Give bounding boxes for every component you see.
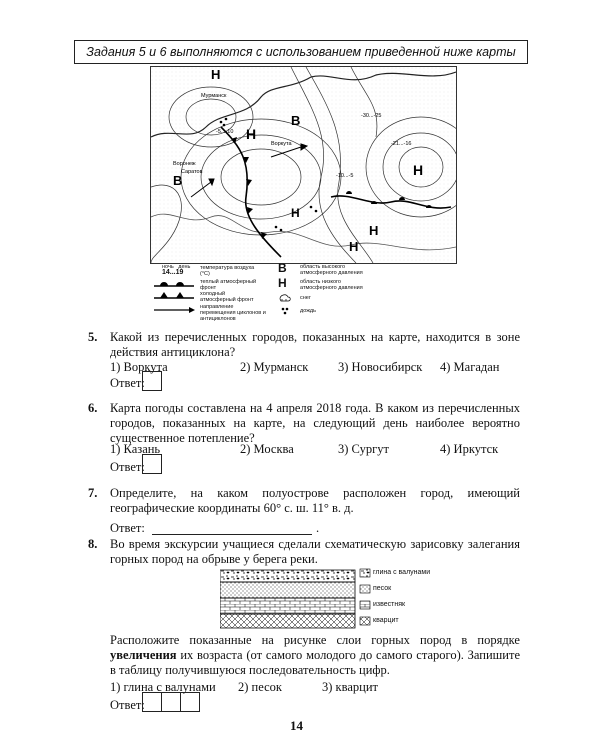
q7-answer-label: Ответ: <box>110 521 145 535</box>
map-low-4: H <box>369 223 379 238</box>
legend-clay-swatch <box>360 569 370 577</box>
q7-text: Определите, на каком полуострове расположен город, имеющий географические координаты 60° с. ш. 11° в. д. <box>110 486 520 515</box>
legend-temp-example: 14...19 <box>162 269 184 276</box>
q5-option-1[interactable]: 1) Воркута <box>110 360 168 374</box>
stratum-label-clay: глина с валунами <box>373 569 431 576</box>
map-temp-2: -10...-5 <box>336 173 354 179</box>
legend-sand-swatch <box>360 585 370 593</box>
q6-answer-label: Ответ: <box>110 460 145 474</box>
q6-text: Карта погоды составлена на 4 апреля 2018 года. В каком из перечисленных городов, показанных на карте, на следующий день наиболее вероятно существенное потепление? <box>110 401 520 445</box>
q6-answer-box[interactable] <box>142 454 162 474</box>
stratum-label-sand: песок <box>373 585 392 592</box>
rain-icon <box>280 307 292 315</box>
stratum-quartzite <box>220 614 355 628</box>
legend-night: ночь <box>162 264 174 270</box>
legend-high-label: область высокого атмосферного давления <box>300 264 363 276</box>
map-city-vorkuta: Воркута <box>271 141 292 147</box>
legend-day: день <box>178 264 191 270</box>
legend-high-symbol: B <box>278 261 287 275</box>
stratum-clay <box>220 570 355 582</box>
legend-limestone-swatch <box>360 601 370 609</box>
legend-cold-front-label: холодный атмосферный фронт <box>200 291 254 303</box>
legend-cold-front-icon <box>154 292 196 300</box>
stratum-label-quartzite: кварцит <box>373 617 399 624</box>
legend-direction-label: направление перемещения циклонов и антициклонов <box>200 304 266 322</box>
q7-answer-period: . <box>316 521 320 535</box>
legend-low-label: область низкого атмосферного давления <box>300 279 363 291</box>
map-temp-1: -5...-10 <box>216 129 234 135</box>
q5-answer-label: Ответ: <box>110 376 145 390</box>
stratum-sand <box>220 582 355 598</box>
q8-text: Во время экскурсии учащиеся сделали схематическую зарисовку залегания горных пород на обрыве у берега реки. <box>110 537 520 566</box>
q6-option-1[interactable]: 1) Казань <box>110 442 161 456</box>
q5-option-2[interactable]: 2) Мурманск <box>240 360 309 374</box>
q8-answer-label: Ответ: <box>110 698 145 712</box>
page-number: 14 <box>290 718 303 733</box>
q8-answer-cell-3[interactable] <box>180 692 200 712</box>
q8-option-2: 2) песок <box>238 680 282 694</box>
q6-number: 6. <box>88 401 98 415</box>
q6-option-3[interactable]: 3) Сургут <box>338 442 389 456</box>
q5-number: 5. <box>88 330 98 344</box>
stratum-label-limestone: известняк <box>373 601 406 608</box>
legend-temp-label: температура воздуха (°C) <box>200 265 255 277</box>
legend-warm-front-icon <box>154 280 196 288</box>
instructions-banner: Задания 5 и 6 выполняются с использованием приведенной ниже карты <box>74 40 528 64</box>
stratum-limestone <box>220 598 355 614</box>
q8-task-before: Расположите показанные на рисунке слои горных пород в порядке <box>110 633 520 647</box>
legend-quartzite-swatch <box>360 617 370 625</box>
legend-warm-front-label: теплый атмосферный фронт <box>200 279 257 291</box>
map-low-6: H <box>291 206 300 220</box>
map-low-3: H <box>413 162 424 178</box>
q8-option-1: 1) глина с валунами <box>110 680 216 694</box>
map-low-5: H <box>349 239 359 254</box>
map-shading <box>151 67 456 263</box>
legend-rain-label: дождь <box>300 308 316 314</box>
q5-option-4[interactable]: 4) Магадан <box>440 360 500 374</box>
weather-map-drawing <box>151 67 456 263</box>
q8-option-3: 3) кварцит <box>322 680 378 694</box>
legend-low-symbol: H <box>278 276 287 290</box>
q8-task-bold: увеличения <box>110 648 177 662</box>
map-temp-4: -30...-25 <box>361 113 382 119</box>
map-low-2: H <box>246 126 257 142</box>
q8-answer-cell-1[interactable] <box>142 692 162 712</box>
map-city-saratov: Саратов <box>181 169 203 175</box>
q8-task <box>110 633 520 678</box>
map-city-voronezh: Воронеж <box>173 161 196 167</box>
map-city-murmansk: Мурманск <box>201 93 227 99</box>
legend-snow-label: снег <box>300 295 311 301</box>
q5-text: Какой из перечисленных городов, показанных на карте, находится в зоне действия антициклона? <box>110 330 520 359</box>
svg-text:*: * <box>281 299 283 303</box>
snow-icon <box>278 293 292 303</box>
map-high-1: B <box>173 173 183 188</box>
q8-number: 8. <box>88 537 98 551</box>
q6-option-4[interactable]: 4) Иркутск <box>440 442 499 456</box>
svg-text:*: * <box>285 299 287 303</box>
q7-answer-line[interactable] <box>152 534 312 535</box>
map-legend <box>150 262 460 324</box>
map-high-2: B <box>291 113 301 128</box>
legend-arrow-icon <box>154 306 196 314</box>
map-temp-3: -21...-16 <box>391 141 412 147</box>
q8-task-after: их возраста (от самого молодого до самого старого). Запишите в таблицу получившуюся последовательность цифр. <box>110 648 520 677</box>
q6-option-2[interactable]: 2) Москва <box>240 442 294 456</box>
q5-answer-box[interactable] <box>142 371 162 391</box>
q7-number: 7. <box>88 486 98 500</box>
q8-answer-cell-2[interactable] <box>161 692 181 712</box>
map-low-1: H <box>211 67 221 82</box>
weather-map <box>150 66 457 264</box>
q5-option-3[interactable]: 3) Новосибирск <box>338 360 423 374</box>
